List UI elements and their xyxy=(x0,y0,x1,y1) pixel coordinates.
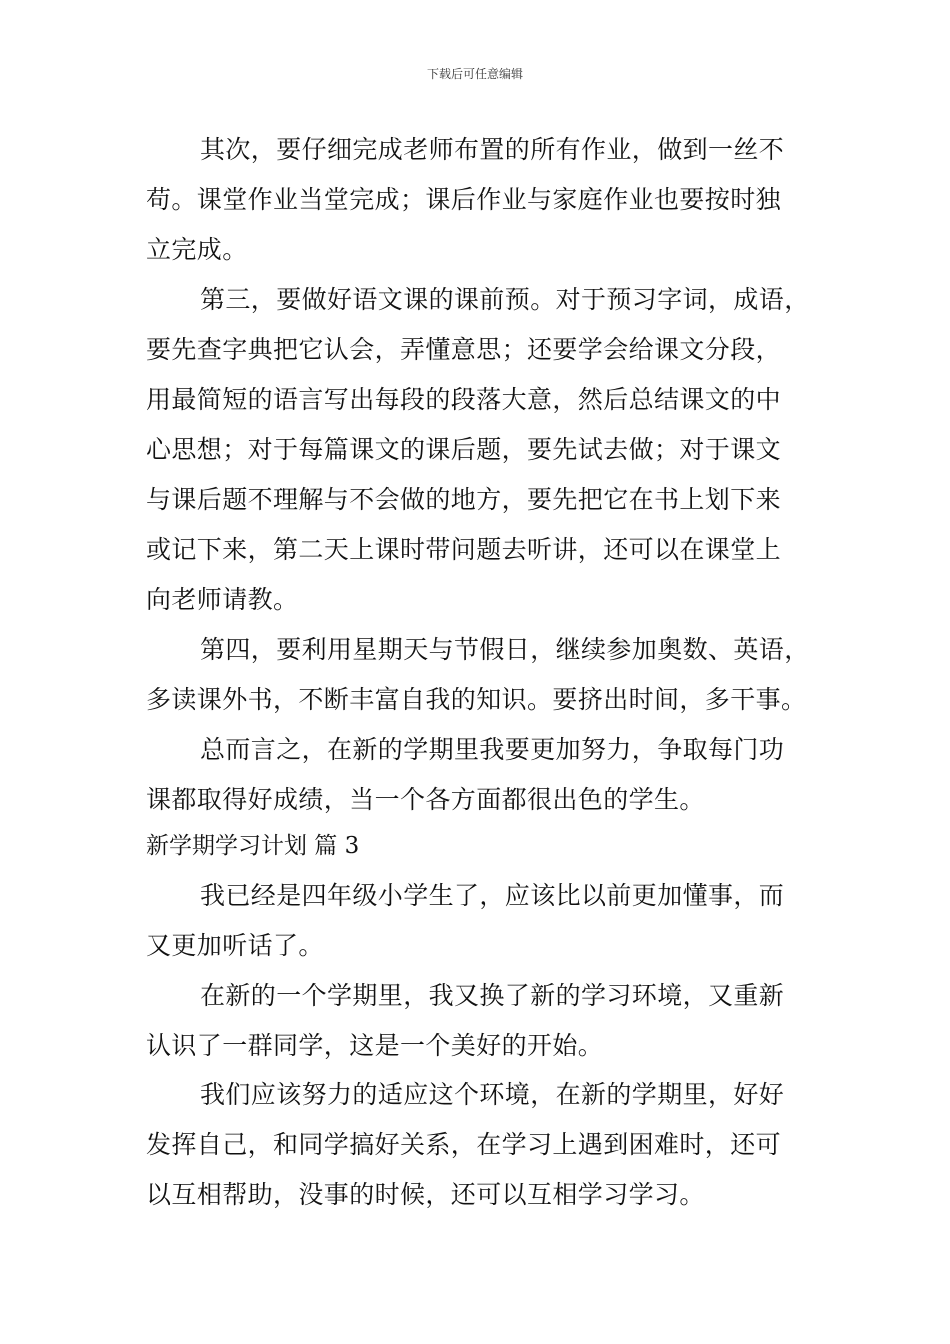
paragraph-line: 第四，要利用星期天与节假日，继续参加奥数、英语， xyxy=(200,635,810,664)
page-header: 下载后可任意编辑 xyxy=(426,67,523,81)
paragraph-line: 其次，要仔细完成老师布置的所有作业，做到一丝不 xyxy=(200,135,785,164)
paragraph-line: 总而言之，在新的学期里我要更加努力，争取每门功 xyxy=(200,735,785,764)
paragraph-line: 在新的一个学期里，我又换了新的学习环境，又重新 xyxy=(200,981,785,1010)
section-heading: 新学期学习计划 篇 3 xyxy=(146,833,360,859)
paragraph-line: 以互相帮助，没事的时候，还可以互相学习学习。 xyxy=(146,1180,705,1209)
paragraph-line: 心思想；对于每篇课文的课后题，要先试去做；对于课文 xyxy=(146,435,782,464)
paragraph-line: 要先查字典把它认会，弄懂意思；还要学会给课文分段， xyxy=(146,335,782,364)
paragraph-line: 或记下来，第二天上课时带问题去听讲，还可以在课堂上 xyxy=(146,535,782,564)
paragraph-line: 发挥自己，和同学搞好关系，在学习上遇到困难时，还可 xyxy=(146,1130,782,1159)
paragraph-line: 第三，要做好语文课的课前预。对于预习字词，成语， xyxy=(200,285,810,314)
paragraph-line: 又更加听话了。 xyxy=(146,931,324,960)
paragraph-line: 课都取得好成绩，当一个各方面都很出色的学生。 xyxy=(146,785,705,814)
paragraph-line: 我们应该努力的适应这个环境，在新的学期里，好好 xyxy=(200,1080,785,1109)
paragraph-line: 向老师请教。 xyxy=(146,585,299,614)
paragraph-line: 用最简短的语言写出每段的段落大意，然后总结课文的中 xyxy=(146,385,782,414)
paragraph-line: 认识了一群同学，这是一个美好的开始。 xyxy=(146,1031,604,1060)
paragraph-line: 多读课外书，不断丰富自我的知识。要挤出时间，多干事。 xyxy=(146,685,807,714)
paragraph-line: 我已经是四年级小学生了，应该比以前更加懂事，而 xyxy=(200,881,785,910)
paragraph-line: 立完成。 xyxy=(146,235,248,264)
paragraph-line: 苟。课堂作业当堂完成；课后作业与家庭作业也要按时独 xyxy=(146,185,782,214)
paragraph-line: 与课后题不理解与不会做的地方，要先把它在书上划下来 xyxy=(146,485,782,514)
